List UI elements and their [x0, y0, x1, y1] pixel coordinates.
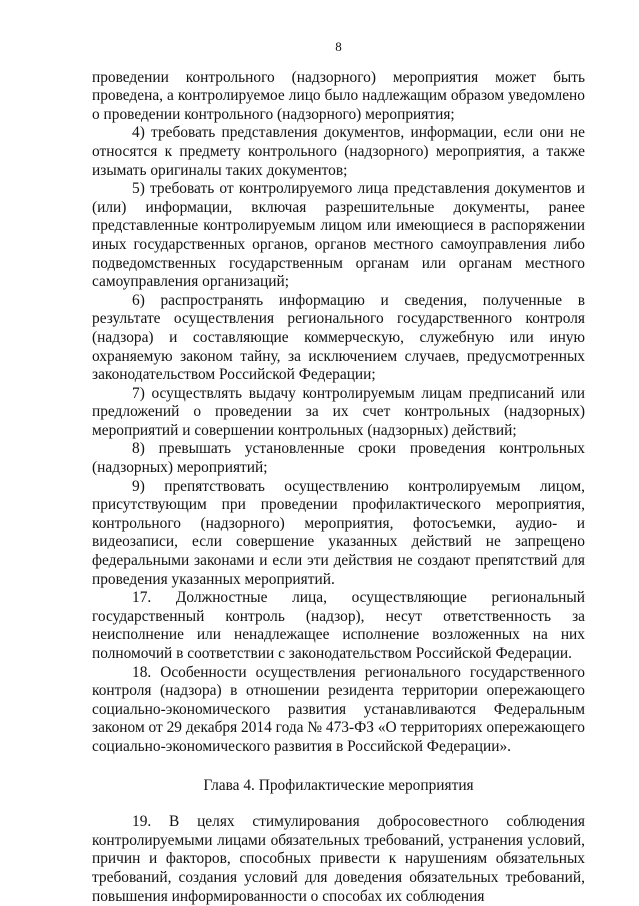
- paragraph-item-6: 6) распространять информацию и сведения, полученные в результате осуществления регионального государственного контроля (надзора) и составляющие коммерческую, служебную или иную охраняемую законом тайну, за исключением случаев, предусмотренных законодательством Российской Федерации;: [92, 291, 585, 384]
- paragraph-item-4: 4) требовать представления документов, информации, если они не относятся к предмету контрольного (надзорного) мероприятия, а также изымать оригиналы таких документов;: [92, 124, 585, 179]
- paragraph-item-7: 7) осуществлять выдачу контролируемым лицам предписаний или предложений о проведении за их счет контрольных (надзорных) мероприятий и совершении контрольных (надзорных) действий;: [92, 384, 585, 439]
- paragraph-item-5: 5) требовать от контролируемого лица представления документов и (или) информации, включая разрешительные документы, ранее представленные контролируемым лицом или имеющиеся в распоряжении иных государственных органов, органов местного самоуправления либо подведомственных государственным органам или органам местного самоуправления организаций;: [92, 180, 585, 291]
- paragraph-item-9: 9) препятствовать осуществлению контролируемым лицом, присутствующим при проведении профилактического мероприятия, контрольного (надзорного) мероприятия, фотосъемки, аудио- и видеозаписи, если совершение указанных действий не запрещено федеральными законами и если эти действия не создают препятствий для проведения указанных мероприятий.: [92, 477, 585, 588]
- paragraph-section-18: 18. Особенности осуществления регионального государственного контроля (надзора) в отношении резидента территории опережающего социально-экономического развития устанавливаются Федеральным законом от 29 декабря 2014 года № 473-ФЗ «О территориях опережающего социально-экономического развития в Российской Федерации».: [92, 663, 585, 755]
- paragraph-item-8: 8) превышать установленные сроки проведения контрольных (надзорных) мероприятий;: [92, 440, 585, 477]
- document-body: [92, 69, 585, 906]
- paragraph-continuation: проведении контрольного (надзорного) мероприятия может быть проведена, а контролируемое лицо было надлежащим образом уведомлено о проведении контрольного (надзорного) мероприятия;: [92, 68, 585, 123]
- paragraph-section-19: 19. В целях стимулирования добросовестного соблюдения контролируемыми лицами обязательных требований, устранения условий, причин и факторов, способных привести к нарушениям обязательных требований, создания условий для доведения обязательных требований, повышения информированности о способах их соблюдения: [92, 813, 585, 905]
- chapter-heading: Глава 4. Профилактические мероприятия: [203, 776, 474, 794]
- page-number: 8: [335, 39, 342, 54]
- paragraph-section-17: 17. Должностные лица, осуществляющие региональный государственный контроль (надзор), несут ответственность за неисполнение или ненадлежащее исполнение возложенных на них полномочий в соответствии с законодательством Российской Федерации.: [92, 589, 585, 662]
